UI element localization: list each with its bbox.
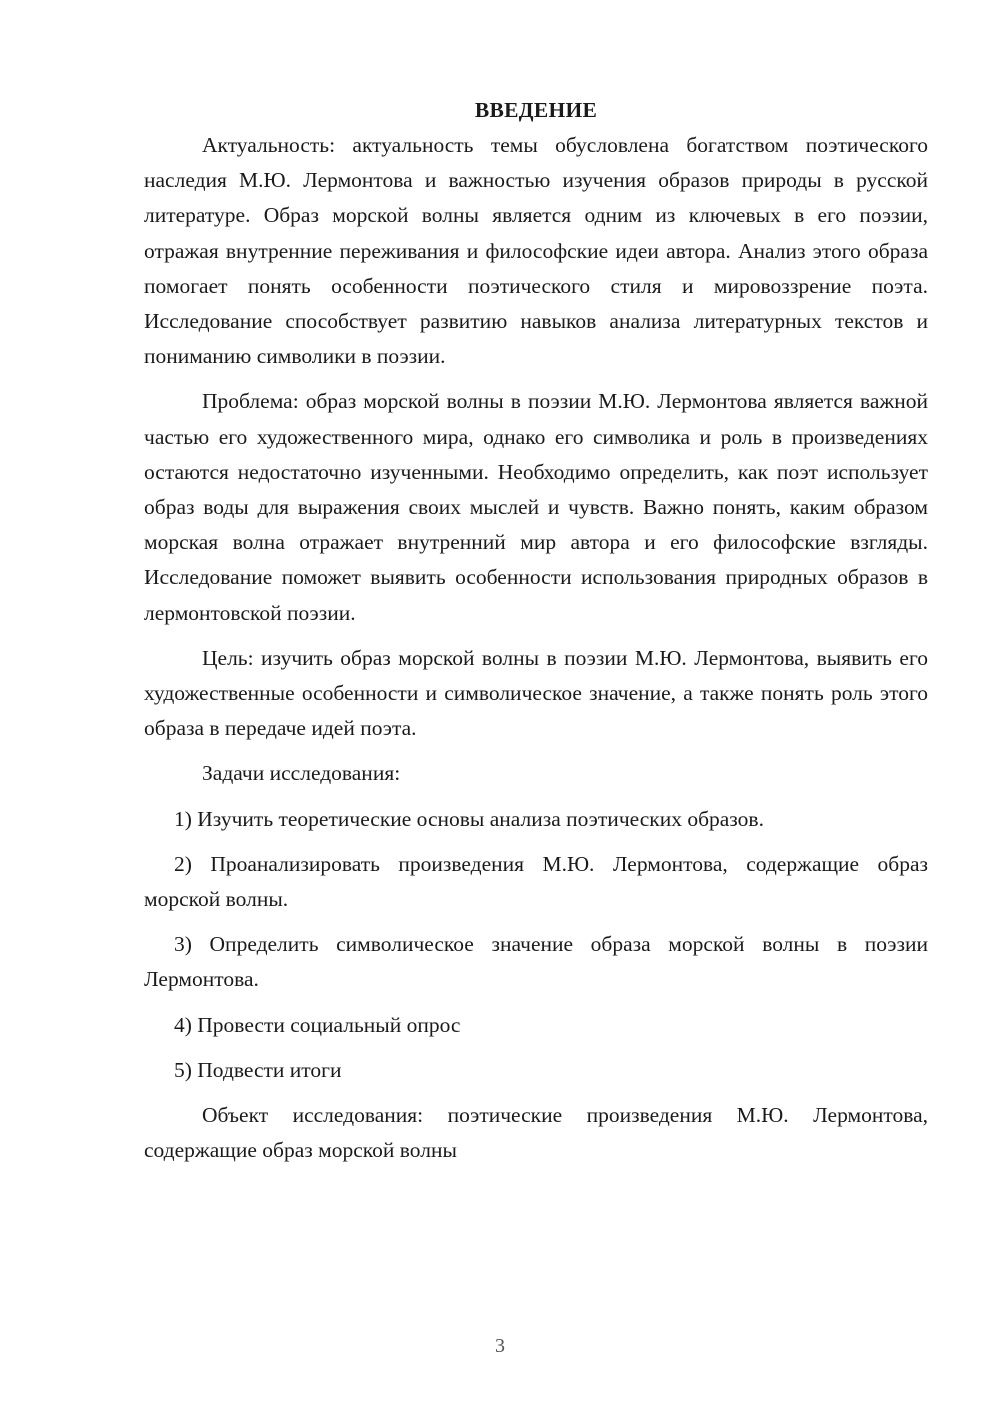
paragraph-relevance: Актуальность: актуальность темы обусловлена богатством поэтического наследия М.Ю. Лермонтова и важностью изучения образов природы в русской литературе. Образ морской волны является одним из ключевых в его поэзии, отражая внутренние переживания и философские идеи автора. Анализ этого образа помогает понять особенности поэтического стиля и мировоззрение поэта. Исследование способствует развитию навыков анализа литературных текстов и пониманию символики в поэзии. bbox=[144, 133, 928, 369]
paragraph-tasks-heading: Задачи исследования: bbox=[202, 761, 401, 786]
task-item-2: 2) Проанализировать произведения М.Ю. Лермонтова, содержащие образ морской волны. bbox=[144, 851, 928, 912]
paragraph-object: Объект исследования: поэтические произведения М.Ю. Лермонтова, содержащие образ морской волны bbox=[144, 1103, 928, 1163]
task-item-5: 5) Подвести итоги bbox=[174, 1057, 342, 1082]
section-heading: ВВЕДЕНИЕ bbox=[474, 98, 598, 122]
task-item-1: 1) Изучить теоретические основы анализа поэтических образов. bbox=[174, 806, 764, 831]
paragraph-problem: Проблема: образ морской волны в поэзии М.Ю. Лермонтова является важной частью его художественного мира, однако его символика и роль в произведениях остаются недостаточно изученными. Необходимо определить, как поэт использует образ воды для выражения своих мыслей и чувств. Важно понять, каким образом морская волна отражает внутренний мир автора и его философские взгляды. Исследование поможет выявить особенности использования природных образов в лермонтовской поэзии. bbox=[144, 389, 928, 625]
task-item-4: 4) Провести социальный опрос bbox=[174, 1012, 461, 1037]
page-number: 3 bbox=[495, 1335, 505, 1357]
paragraph-goal: Цель: изучить образ морской волны в поэзии М.Ю. Лермонтова, выявить его художественные особенности и символическое значение, а также понять роль этого образа в передаче идей поэта. bbox=[144, 645, 928, 741]
task-item-3: 3) Определить символическое значение образа морской волны в поэзии Лермонтова. bbox=[144, 932, 928, 992]
page-content bbox=[144, 93, 928, 1168]
